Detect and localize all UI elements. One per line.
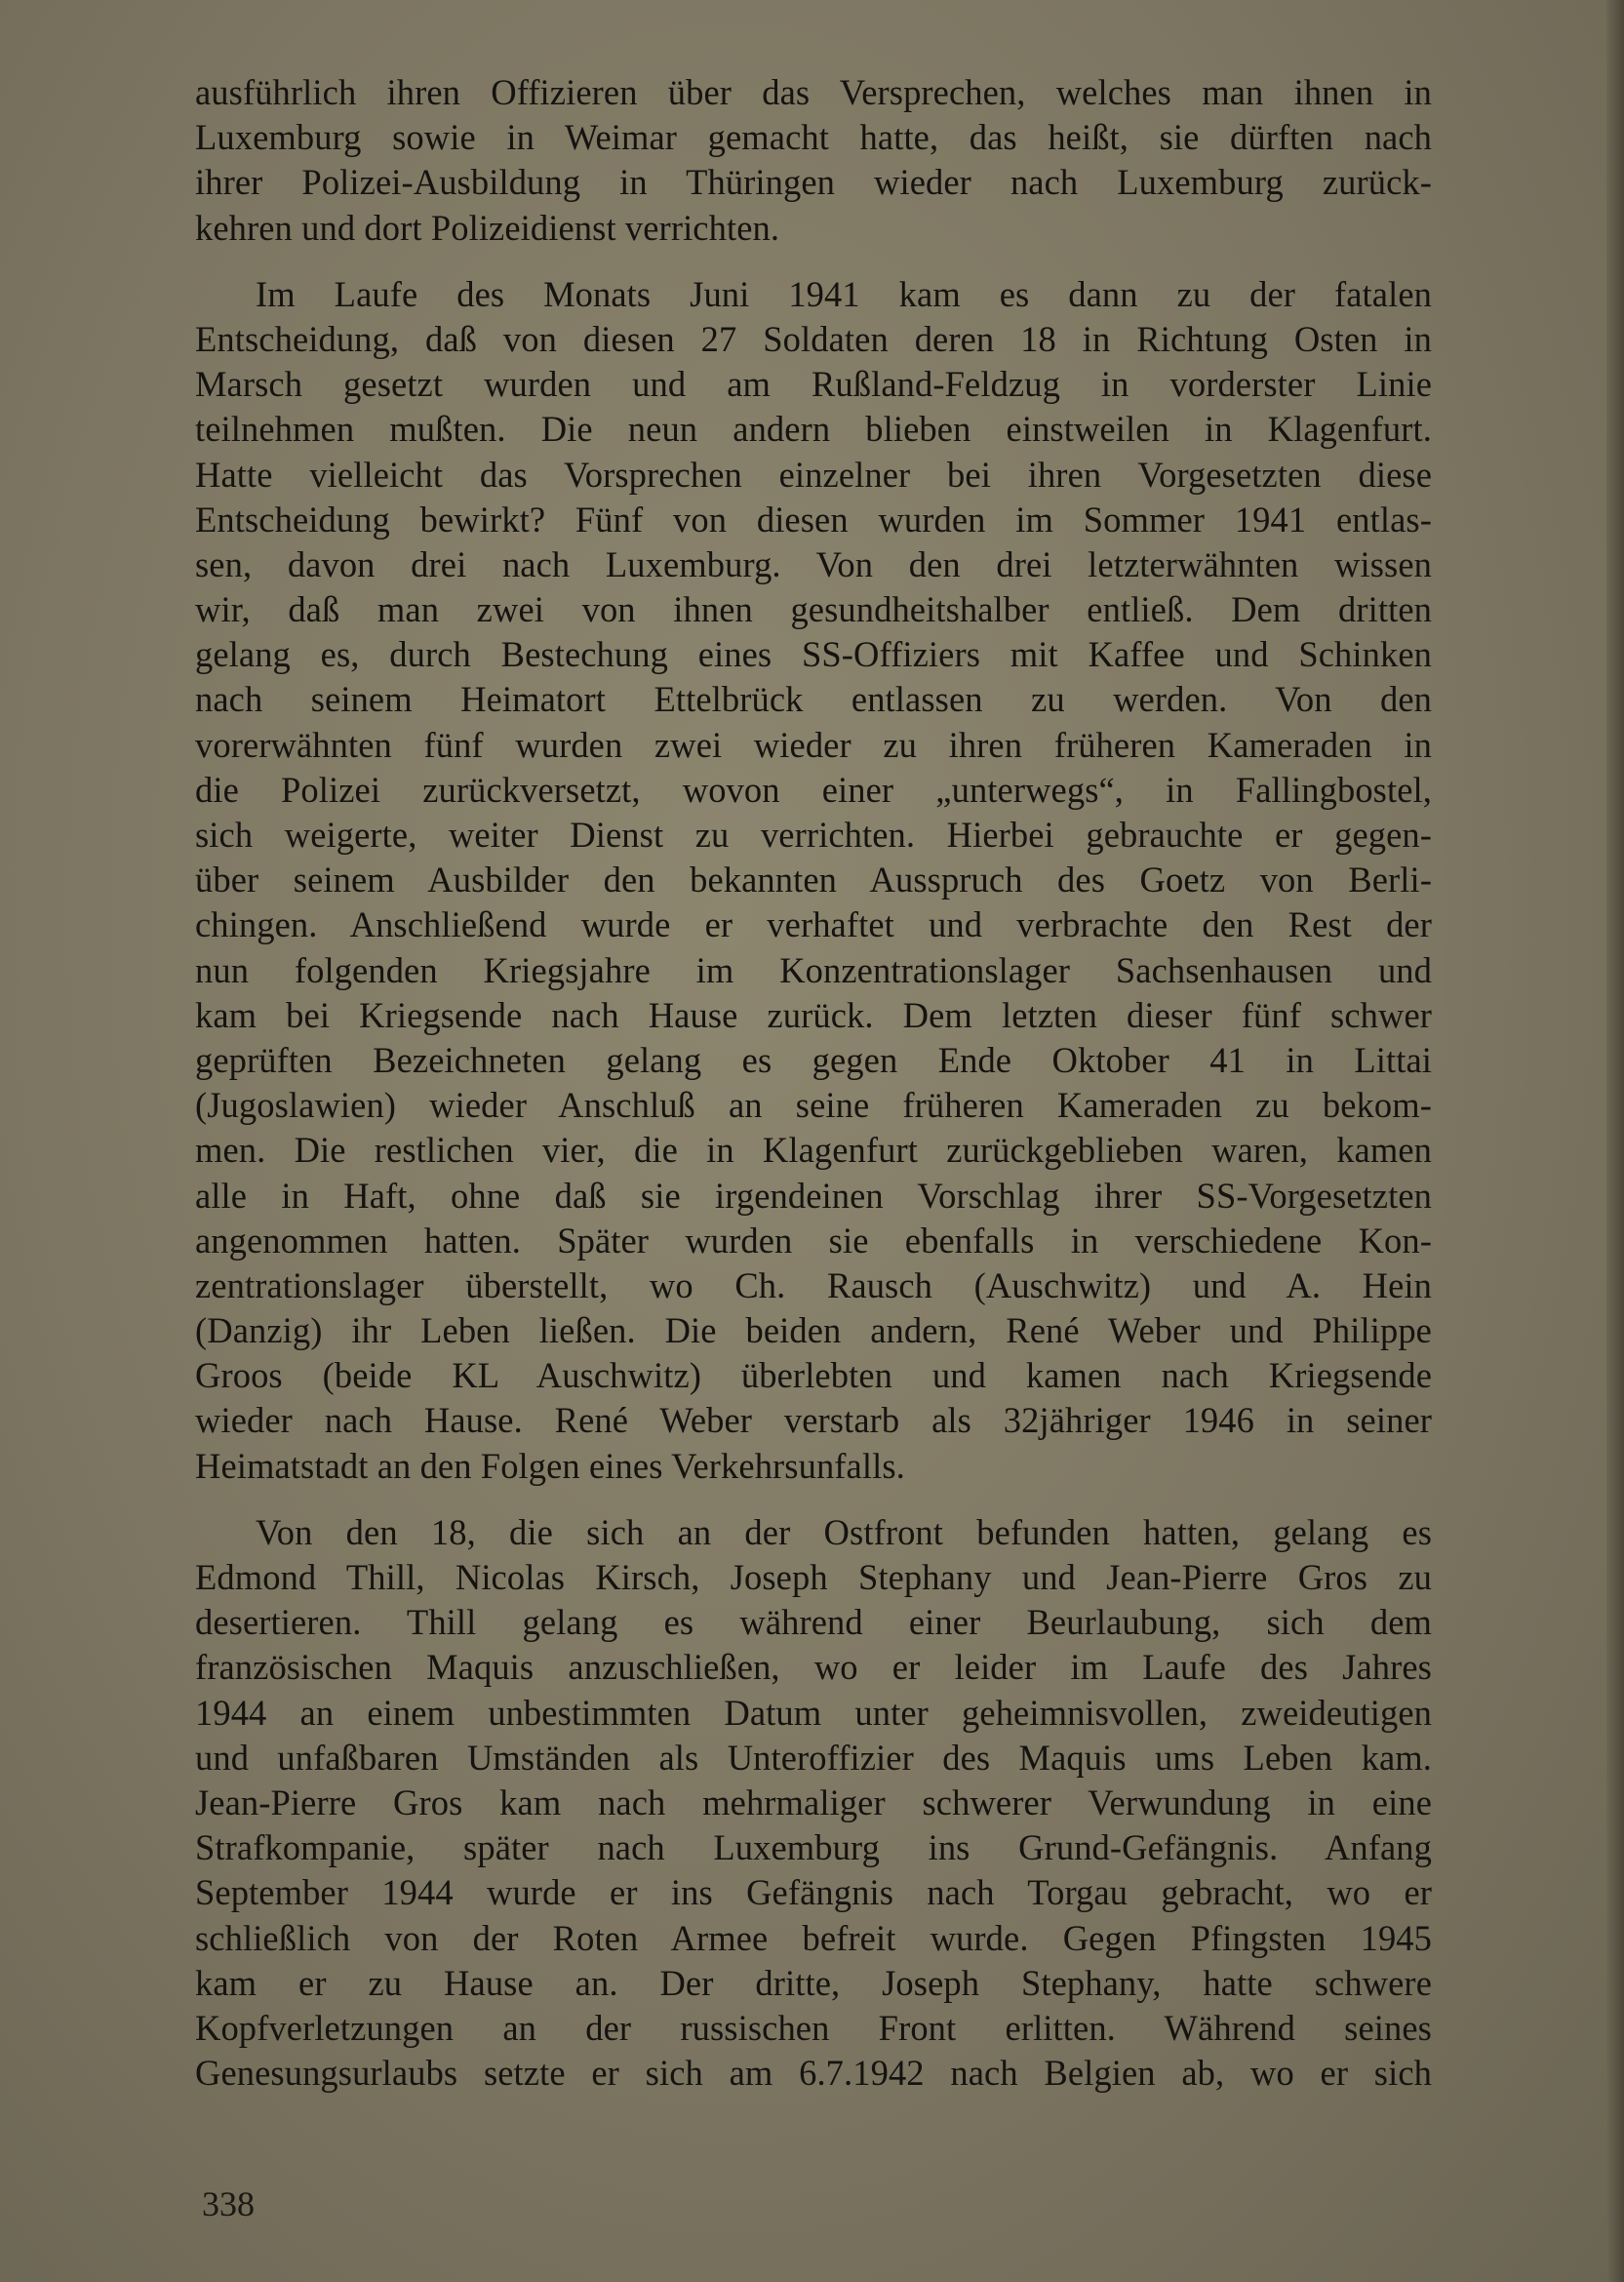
text-line: zentrationslager überstellt, wo Ch. Rausch (Auschwitz) und A. Hein [195,1264,1432,1305]
text-line: teilnehmen mußten. Die neun andern blieben einstweilen in Klagenfurt. [195,409,1432,450]
text-line: angenommen hatten. Später wurden sie ebenfalls in verschiedene Kon- [195,1220,1432,1261]
text-line: Luxemburg sowie in Weimar gemacht hatte, das heißt, sie dürften nach [195,117,1432,158]
text-line: desertieren. Thill gelang es während einer Beurlaubung, sich dem [195,1602,1432,1643]
text-line: kam er zu Hause an. Der dritte, Joseph Stephany, hatte schwere [195,1962,1432,2003]
text-line: Von den 18, die sich an der Ostfront befunden hatten, gelang es [256,1511,1432,1552]
text-line: wieder nach Hause. René Weber verstarb als 32jähriger 1946 in seiner [195,1400,1432,1441]
text-line: sich weigerte, weiter Dienst zu verrichten. Hierbei gebrauchte er gegen- [195,815,1432,855]
text-line: Genesungsurlaubs setzte er sich am 6.7.1942 nach Belgien ab, wo er sich [195,2053,1432,2094]
text-line: alle in Haft, ohne daß sie irgendeinen Vorschlag ihrer SS-Vorgesetzten [195,1175,1432,1216]
paragraph-gap [195,251,1432,272]
text-line: Im Laufe des Monats Juni 1941 kam es dann zu der fatalen [256,273,1432,314]
text-line: gelang es, durch Bestechung eines SS-Offiziers mit Kaffee und Schinken [195,634,1432,675]
text-line: die Polizei zurückversetzt, wovon einer „unterwegs“, in Fallingbostel, [195,769,1432,810]
text-line: ausführlich ihren Offizieren über das Versprechen, welches man ihnen in [195,72,1432,112]
text-line: Marsch gesetzt wurden und am Rußland-Feldzug in vorderster Linie [195,364,1432,405]
text-line: kam bei Kriegsende nach Hause zurück. Dem letzten dieser fünf schwer [195,994,1432,1035]
text-line: nun folgenden Kriegsjahre im Konzentrationslager Sachsenhausen und [195,949,1432,990]
text-line: schließlich von der Roten Armee befreit wurde. Gegen Pfingsten 1945 [195,1917,1432,1958]
text-line: Heimatstadt an den Folgen eines Verkehrsunfalls. [195,1445,905,1486]
text-line: 1944 an einem unbestimmten Datum unter geheimnisvollen, zweideutigen [195,1692,1432,1733]
text-line: Jean-Pierre Gros kam nach mehrmaliger schwerer Verwundung in eine [195,1782,1432,1822]
text-line: Entscheidung, daß von diesen 27 Soldaten deren 18 in Richtung Osten in [195,318,1432,359]
body-text [195,70,1432,2096]
text-line: kehren und dort Polizeidienst verrichten. [195,207,780,248]
text-line: nach seinem Heimatort Ettelbrück entlassen zu werden. Von den [195,679,1432,720]
text-line: Edmond Thill, Nicolas Kirsch, Joseph Stephany und Jean-Pierre Gros zu [195,1557,1432,1597]
text-line: Strafkompanie, später nach Luxemburg ins Grund-Gefängnis. Anfang [195,1827,1432,1868]
text-line: Hatte vielleicht das Vorsprechen einzelner bei ihren Vorgesetzten diese [195,454,1432,495]
text-line: (Danzig) ihr Leben ließen. Die beiden andern, René Weber und Philippe [195,1310,1432,1351]
text-line: September 1944 wurde er ins Gefängnis nach Torgau gebracht, wo er [195,1872,1432,1913]
text-line: chingen. Anschließend wurde er verhaftet und verbrachte den Rest der [195,904,1432,945]
paragraph [195,70,1432,251]
text-line: Kopfverletzungen an der russischen Front erlitten. Während seines [195,2007,1432,2048]
text-line: ihrer Polizei-Ausbildung in Thüringen wieder nach Luxemburg zurück- [195,162,1432,203]
text-line: Groos (beide KL Auschwitz) überlebten und kamen nach Kriegsende [195,1355,1432,1396]
text-line: wir, daß man zwei von ihnen gesundheitshalber entließ. Dem dritten [195,589,1432,630]
text-line: Entscheidung bewirkt? Fünf von diesen wurden im Sommer 1941 entlas- [195,499,1432,540]
paragraph-gap [195,1489,1432,1510]
text-line: französischen Maquis anzuschließen, wo er leider im Laufe des Jahres [195,1647,1432,1688]
text-line: men. Die restlichen vier, die in Klagenfurt zurückgeblieben waren, kamen [195,1130,1432,1171]
text-line: geprüften Bezeichneten gelang es gegen Ende Oktober 41 in Littai [195,1039,1432,1080]
text-line: über seinem Ausbilder den bekannten Ausspruch des Goetz von Berli- [195,860,1432,901]
page-number: 338 [202,2184,255,2223]
text-line: (Jugoslawien) wieder Anschluß an seine früheren Kameraden zu bekom- [195,1085,1432,1126]
text-line: vorerwähnten fünf wurden zwei wieder zu ihren früheren Kameraden in [195,724,1432,765]
page-edge [1606,0,1624,2282]
paragraph [195,272,1432,1489]
text-line: sen, davon drei nach Luxemburg. Von den drei letzterwähnten wissen [195,543,1432,584]
paragraph [195,1510,1432,2096]
text-line: und unfaßbaren Umständen als Unteroffizier des Maquis ums Leben kam. [195,1737,1432,1778]
